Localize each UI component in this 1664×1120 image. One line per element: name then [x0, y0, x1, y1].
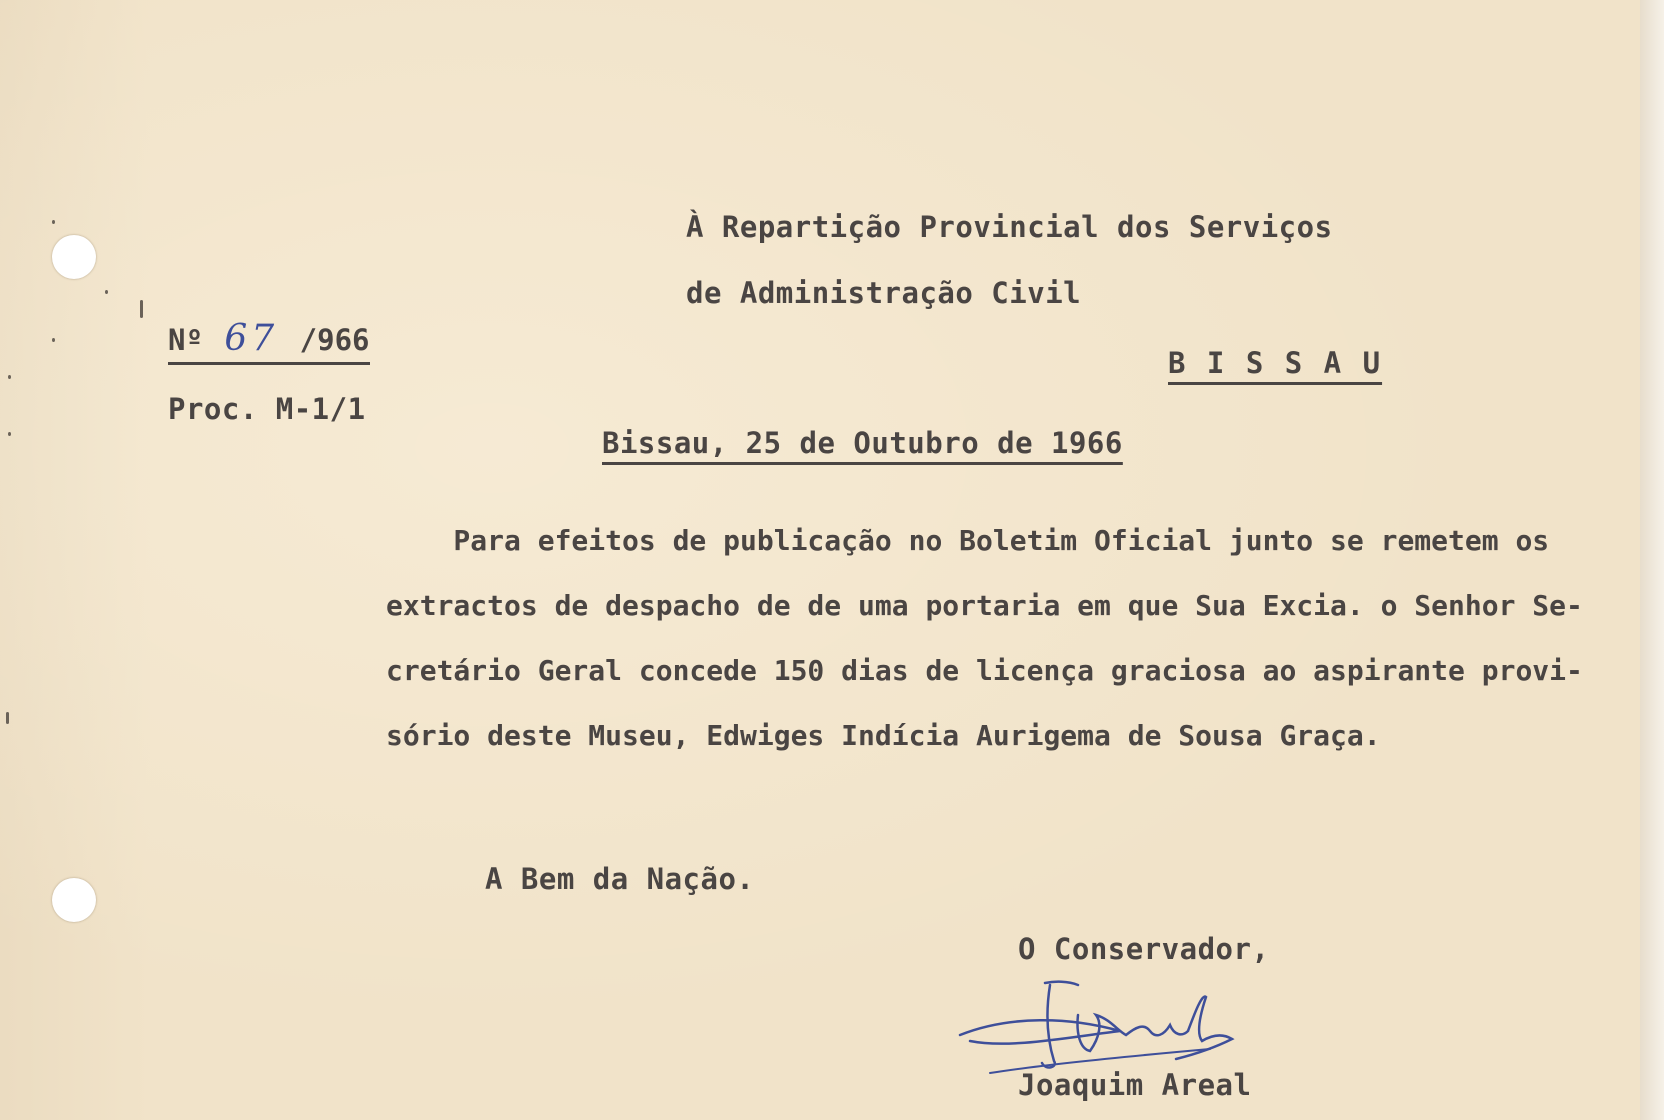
body-line: extractos de despacho de de uma portaria em que Sua Excia. o Senhor Se-	[386, 589, 1583, 622]
signatory-name: Joaquim Areal	[1018, 1068, 1252, 1102]
punch-hole-top	[52, 235, 96, 279]
body-line: sório deste Museu, Edwiges Indícia Aurigema de Sousa Graça.	[386, 719, 1381, 752]
scan-edge	[1640, 0, 1664, 1120]
binding-speck	[140, 300, 143, 318]
reference-number-suffix: /966	[299, 323, 370, 357]
binding-speck	[52, 338, 55, 342]
process-reference: Proc. M-1/1	[168, 392, 366, 426]
reference-number	[168, 318, 370, 365]
signatory-title: O Conservador,	[1018, 932, 1270, 966]
addressee-line-2: de Administração Civil	[686, 276, 1082, 310]
date-line: Bissau, 25 de Outubro de 1966	[602, 426, 1123, 460]
reference-number-handwritten: 67	[224, 318, 279, 359]
letter-body	[386, 508, 1583, 768]
body-line: Para efeitos de publicação no Boletim Oficial junto se remetem os	[386, 524, 1550, 557]
closing-salutation: A Bem da Nação.	[485, 862, 755, 896]
binding-speck	[52, 220, 55, 224]
punch-hole-bottom	[52, 878, 96, 922]
addressee-line-1: À Repartição Provincial dos Serviços	[686, 210, 1333, 244]
binding-speck	[105, 290, 108, 294]
addressee-city: B I S S A U	[1168, 346, 1383, 380]
binding-speck	[8, 432, 11, 436]
reference-number-prefix: Nº	[168, 323, 203, 357]
body-line: cretário Geral concede 150 dias de licença graciosa ao aspirante provi-	[386, 654, 1583, 687]
binding-speck	[6, 712, 9, 724]
binding-speck	[8, 375, 11, 379]
